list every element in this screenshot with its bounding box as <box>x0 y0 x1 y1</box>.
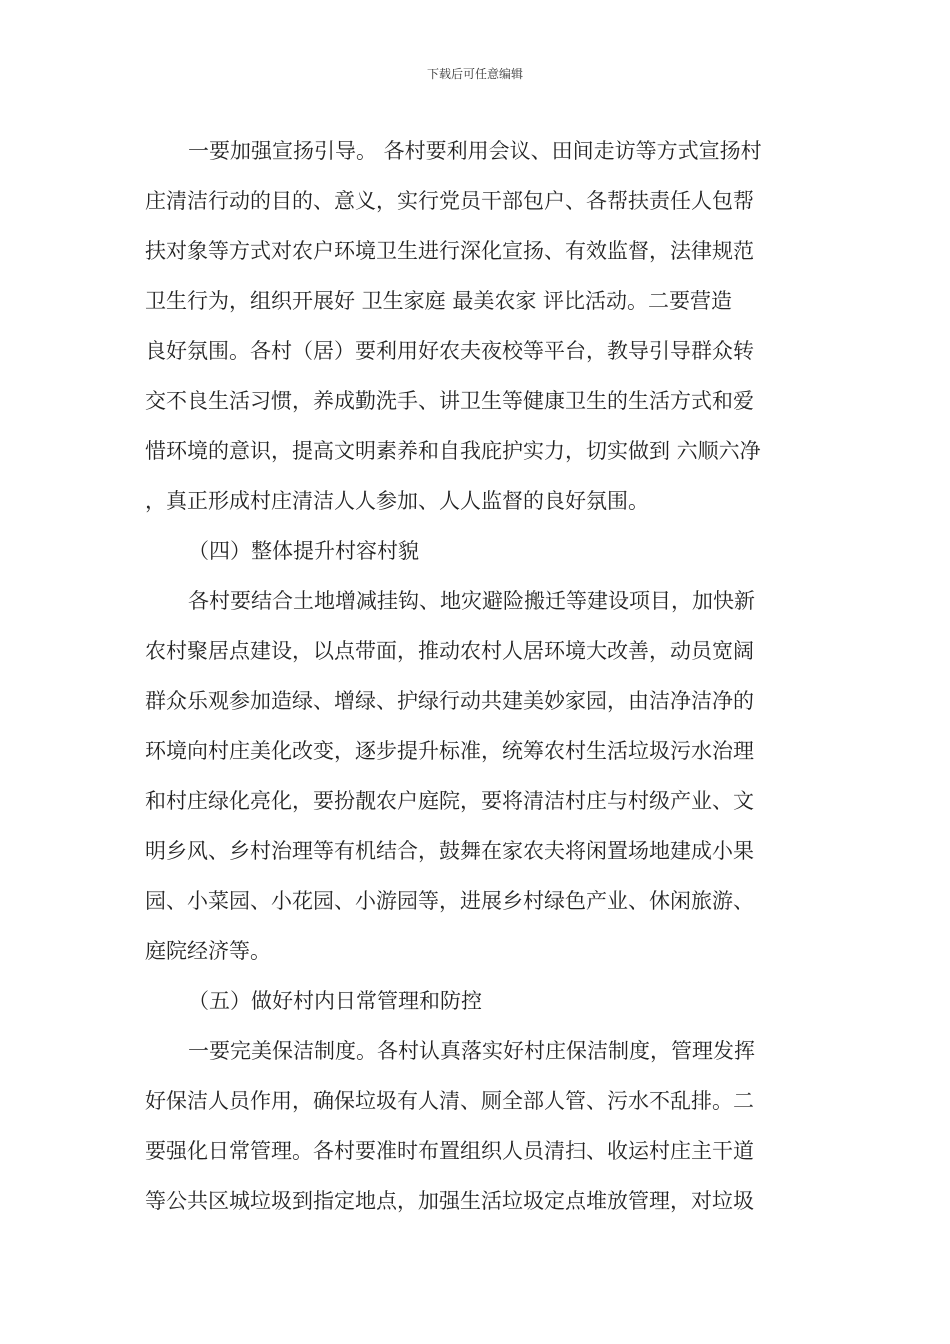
section-heading: （五）做好村内日常管理和防控 <box>188 989 482 1013</box>
text-line: 和村庄绿化亮化，要扮靓农户庭院，要将清洁村庄与村级产业、文 <box>145 789 754 813</box>
text-line: 要强化日常管理。各村要准时布置组织人员清扫、收运村庄主干道 <box>145 1139 754 1163</box>
section-heading: （四）整体提升村容村貌 <box>188 539 419 563</box>
text-line: 庄清洁行动的目的、意义，实行党员干部包户、各帮扶责任人包帮 <box>145 189 754 213</box>
text-line: 一要完美保洁制度。各村认真落实好村庄保洁制度，管理发挥 <box>188 1039 755 1063</box>
text-line: 园、小菜园、小花园、小游园等，进展乡村绿色产业、休闲旅游、 <box>145 889 754 913</box>
text-line: 明乡风、乡村治理等有机结合，鼓舞在家农夫将闲置场地建成小果 <box>145 839 754 863</box>
text-line: ，真正形成村庄清洁人人参加、人人监督的良好氛围。 <box>145 489 649 513</box>
text-line: 惜环境的意识，提高文明素养和自我庇护实力，切实做到 六顺六净 <box>145 439 761 463</box>
text-line: 农村聚居点建设，以点带面，推动农村人居环境大改善，动员宽阔 <box>145 639 754 663</box>
page-header: 下载后可任意编辑 <box>426 67 523 81</box>
text-line: 群众乐观参加造绿、增绿、护绿行动共建美妙家园，由洁净洁净的 <box>145 689 754 713</box>
text-line: 扶对象等方式对农户环境卫生进行深化宣扬、有效监督，法律规范 <box>145 239 754 263</box>
text-line: 良好氛围。各村（居）要利用好农夫夜校等平台，教导引导群众转 <box>145 339 754 363</box>
document-body <box>145 126 807 1226</box>
text-line: 一要加强宣扬引导。 各村要利用会议、田间走访等方式宣扬村 <box>188 139 762 163</box>
text-line: 好保洁人员作用，确保垃圾有人清、厕全部人管、污水不乱排。二 <box>145 1089 754 1113</box>
text-line: 等公共区城垃圾到指定地点，加强生活垃圾定点堆放管理，对垃圾 <box>145 1189 754 1213</box>
text-line: 各村要结合土地增减挂钩、地灾避险搬迁等建设项目，加快新 <box>188 589 755 613</box>
text-line: 庭院经济等。 <box>145 939 271 963</box>
text-line: 卫生行为，组织开展好 卫生家庭 最美农家 评比活动。二要营造 <box>145 289 733 313</box>
text-line: 交不良生活习惯，养成勤洗手、讲卫生等健康卫生的生活方式和爱 <box>145 389 754 413</box>
text-line: 环境向村庄美化改变，逐步提升标准，统筹农村生活垃圾污水治理 <box>145 739 754 763</box>
